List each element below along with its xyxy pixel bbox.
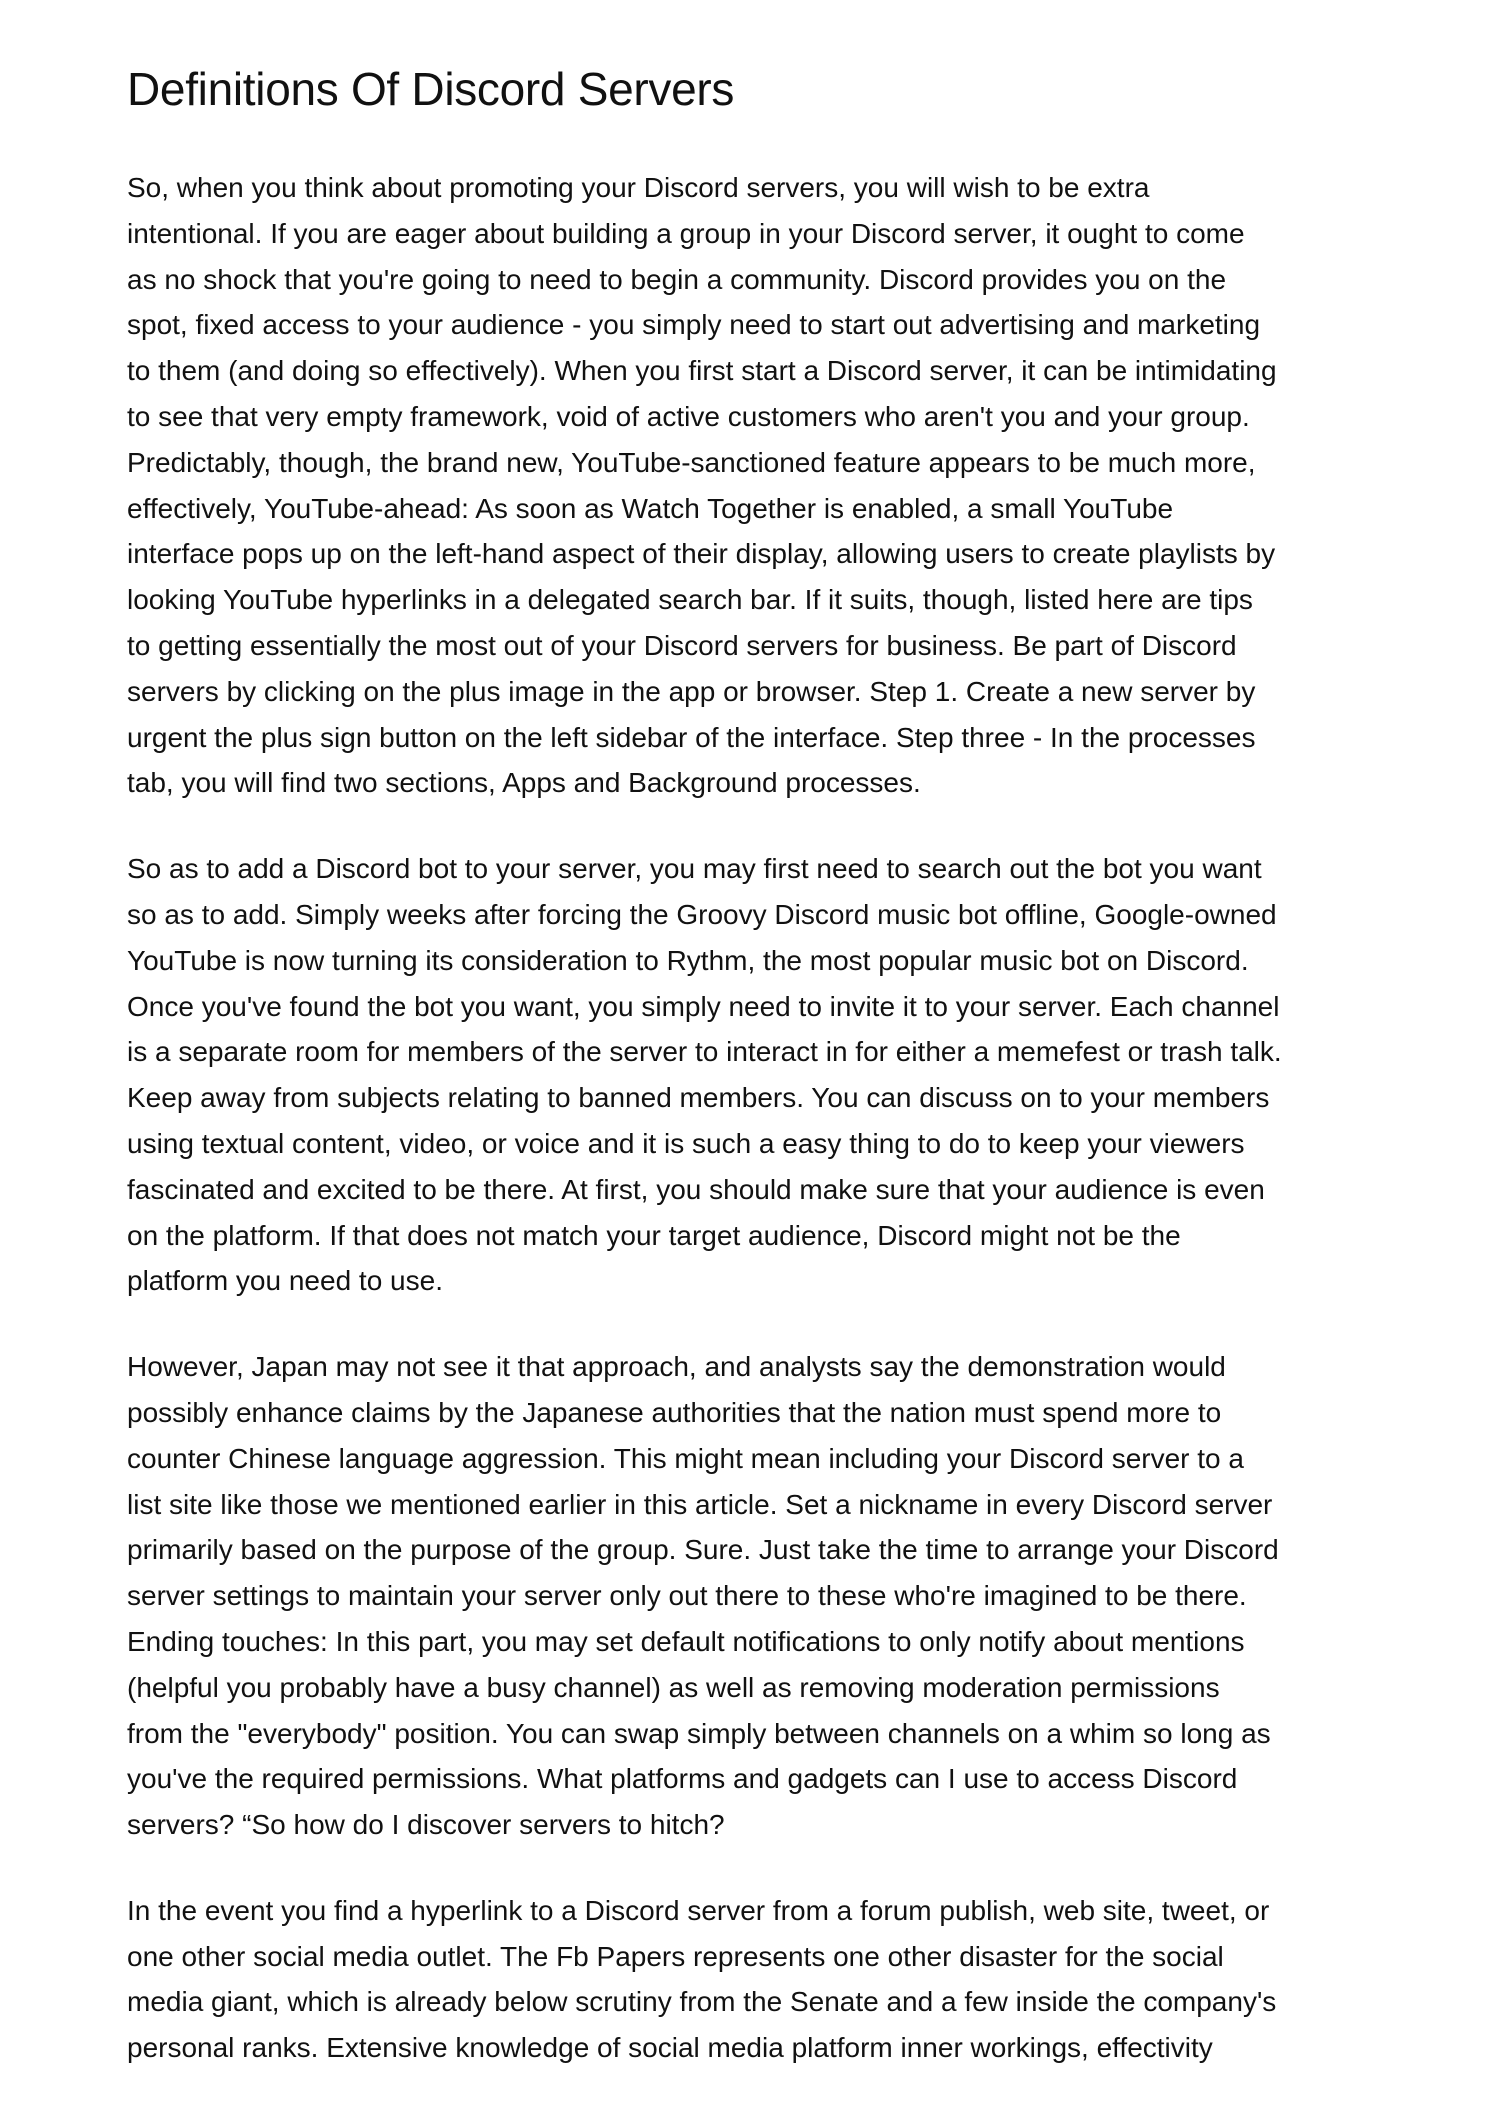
text-line: interface pops up on the left-hand aspect of their display, allowing users to create playlists by xyxy=(127,538,1276,570)
article-body xyxy=(127,165,1407,2111)
page-title: Definitions Of Discord Servers xyxy=(127,63,735,115)
text-line: intentional. If you are eager about building a group in your Discord server, it ought to come xyxy=(127,217,1245,249)
text-line: to see that very empty framework, void of active customers who aren't you and your group. xyxy=(127,400,1250,432)
text-line: to getting essentially the most out of your Discord servers for business. Be part of Discord xyxy=(127,629,1237,661)
text-line: counter Chinese language aggression. This might mean including your Discord server to a xyxy=(127,1442,1244,1474)
paragraph xyxy=(127,846,1407,1304)
text-line: spot, fixed access to your audience - you simply need to start out advertising and marketing xyxy=(127,309,1261,341)
text-line: is a separate room for members of the server to interact in for either a memefest or trash talk. xyxy=(127,1036,1282,1068)
text-line: as no shock that you're going to need to begin a community. Discord provides you on the xyxy=(127,263,1227,295)
text-line: So, when you think about promoting your Discord servers, you will wish to be extra xyxy=(127,172,1150,203)
text-line: servers? “So how do I discover servers to hitch? xyxy=(127,1809,725,1841)
text-line: However, Japan may not see it that approach, and analysts say the demonstration would xyxy=(127,1351,1226,1383)
text-line: from the "everybody" position. You can swap simply between channels on a whim so long as xyxy=(127,1717,1271,1749)
text-line: Predictably, though, the brand new, YouTube-sanctioned feature appears to be much more, xyxy=(127,446,1256,478)
text-line: one other social media outlet. The Fb Papers represents one other disaster for the social xyxy=(127,1940,1224,1972)
paragraph xyxy=(127,1888,1407,2071)
text-line: media giant, which is already below scrutiny from the Senate and a few inside the company's xyxy=(127,1986,1277,2018)
text-line: using textual content, video, or voice and it is such a easy thing to do to keep your viewers xyxy=(127,1127,1245,1159)
text-line: In the event you find a hyperlink to a Discord server from a forum publish, web site, tweet, or xyxy=(127,1894,1270,1926)
text-line: personal ranks. Extensive knowledge of social media platform inner workings, effectivity xyxy=(127,2032,1213,2064)
text-line: YouTube is now turning its consideration to Rythm, the most popular music bot on Discord. xyxy=(127,944,1249,976)
text-line: primarily based on the purpose of the group. Sure. Just take the time to arrange your Discord xyxy=(127,1534,1279,1566)
text-line: on the platform. If that does not match your target audience, Discord might not be the xyxy=(127,1219,1181,1251)
text-line: so as to add. Simply weeks after forcing the Groovy Discord music bot offline, Google-owned xyxy=(127,898,1277,930)
text-line: server settings to maintain your server only out there to these who're imagined to be there. xyxy=(127,1580,1247,1612)
text-line: Keep away from subjects relating to banned members. You can discuss on to your members xyxy=(127,1082,1270,1114)
text-line: tab, you will find two sections, Apps and Background processes. xyxy=(127,767,921,799)
text-line: to them (and doing so effectively). When you first start a Discord server, it can be intimidating xyxy=(127,355,1277,387)
text-line: Ending touches: In this part, you may set default notifications to only notify about mentions xyxy=(127,1625,1245,1657)
text-line: urgent the plus sign button on the left sidebar of the interface. Step three - In the processes xyxy=(127,721,1256,753)
text-line: So as to add a Discord bot to your server, you may first need to search out the bot you want xyxy=(127,853,1262,885)
text-line: platform you need to use. xyxy=(127,1265,443,1297)
text-line: looking YouTube hyperlinks in a delegated search bar. If it suits, though, listed here are tips xyxy=(127,584,1253,616)
text-line: fascinated and excited to be there. At first, you should make sure that your audience is even xyxy=(127,1173,1265,1205)
paragraph xyxy=(127,1344,1407,1848)
paragraph xyxy=(127,165,1407,806)
text-line: (helpful you probably have a busy channel) as well as removing moderation permissions xyxy=(127,1671,1220,1703)
text-line: list site like those we mentioned earlier in this article. Set a nickname in every Discord server xyxy=(127,1488,1273,1520)
text-line: possibly enhance claims by the Japanese authorities that the nation must spend more to xyxy=(127,1396,1222,1428)
text-line: you've the required permissions. What platforms and gadgets can I use to access Discord xyxy=(127,1763,1238,1795)
text-line: effectively, YouTube-ahead: As soon as Watch Together is enabled, a small YouTube xyxy=(127,492,1174,524)
text-line: servers by clicking on the plus image in the app or browser. Step 1. Create a new server by xyxy=(127,675,1256,707)
text-line: Once you've found the bot you want, you simply need to invite it to your server. Each channel xyxy=(127,990,1280,1022)
